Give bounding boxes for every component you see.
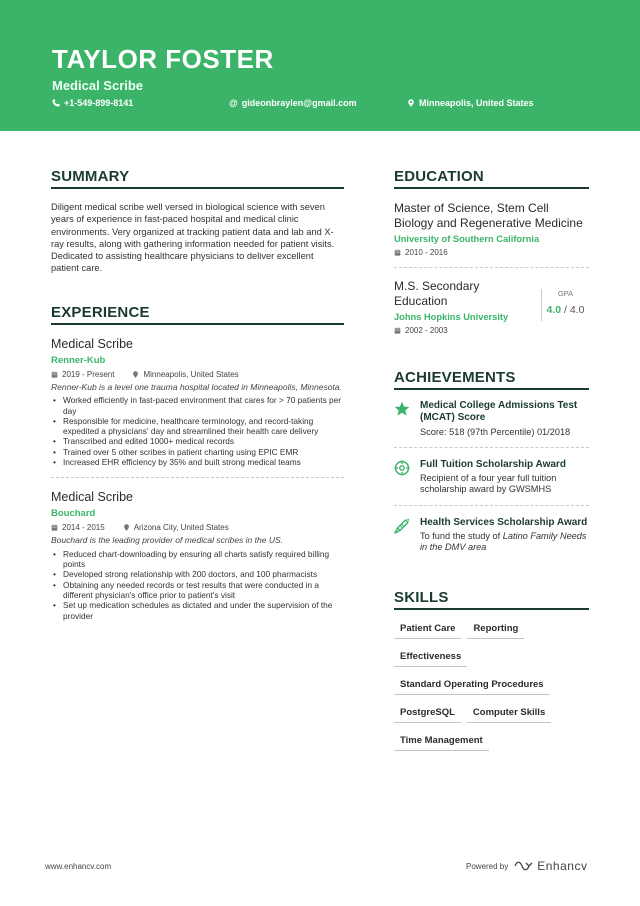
phone-icon bbox=[52, 99, 60, 107]
calendar-icon bbox=[51, 371, 58, 378]
edu-meta bbox=[394, 326, 589, 335]
achievement-item bbox=[394, 400, 589, 438]
candidate-name: TAYLOR FOSTER bbox=[52, 44, 274, 74]
brand-name: Enhancv bbox=[537, 859, 588, 873]
job-role: Medical Scribe bbox=[51, 336, 133, 351]
achievement-title: Full Tuition Scholarship Award bbox=[420, 458, 566, 470]
contact-phone[interactable] bbox=[52, 98, 133, 108]
achievement-description bbox=[420, 531, 589, 553]
achievement-description: Score: 518 (97th Percentile) 01/2018 bbox=[420, 426, 571, 437]
star-icon bbox=[394, 401, 410, 417]
job-bullet: • Developed strong relationship with 200 doctors, and 100 pharmacists bbox=[51, 569, 344, 579]
powered-by-text: Powered by bbox=[466, 861, 509, 871]
contact-email[interactable] bbox=[229, 98, 357, 108]
job-location: Minneapolis, United States bbox=[143, 369, 239, 379]
achievement-description-prefix: To fund the study of bbox=[420, 530, 503, 541]
job-meta bbox=[51, 370, 344, 379]
job-bullets bbox=[51, 395, 344, 467]
gpa-box bbox=[541, 289, 589, 321]
job-bullets bbox=[51, 549, 344, 621]
education-item bbox=[394, 279, 589, 335]
edu-school: Johns Hopkins University bbox=[394, 312, 509, 322]
edu-school: University of Southern California bbox=[394, 234, 540, 244]
divider bbox=[394, 505, 589, 506]
job-meta bbox=[51, 523, 344, 532]
job-description: Bouchard is the leading provider of medical scribes in the US. bbox=[51, 535, 283, 546]
brand-logo bbox=[514, 859, 587, 873]
right-column bbox=[394, 168, 589, 751]
location-pin-icon bbox=[123, 524, 130, 531]
job-bullet: • Obtaining any needed records or test results that were conducted in a different physician's office prior to patient's visit bbox=[51, 580, 344, 601]
experience-heading: EXPERIENCE bbox=[51, 304, 344, 325]
job-bullet: • Reduced chart-downloading by ensuring all charts satisfy required billing points bbox=[51, 549, 344, 570]
experience-item bbox=[51, 490, 344, 621]
edu-dates: 2010 - 2016 bbox=[405, 248, 448, 257]
target-icon bbox=[394, 460, 410, 476]
gpa-value bbox=[542, 304, 589, 316]
job-dates: 2019 - Present bbox=[62, 369, 115, 379]
divider bbox=[51, 477, 344, 478]
location-pin-icon bbox=[132, 371, 139, 378]
job-description: Renner-Kub is a level one trauma hospital located in Minneapolis, Minnesota. bbox=[51, 381, 342, 392]
edu-degree: Master of Science, Stem Cell Biology and Regenerative Medicine bbox=[394, 201, 583, 230]
summary-text: Diligent medical scribe well versed in biological science with seven years of experience in fast-paced hospital and medical clinic environments. Very organized at tracking patient data and lab and X-ray results, along with gathering information needed for patient visits. Dedicated to assisting healthcare physicians to deliver excellent patient care. bbox=[51, 202, 335, 274]
job-bullet: • Worked efficiently in fast-paced environment that cares for > 70 patients per day bbox=[51, 395, 344, 416]
achievement-item bbox=[394, 459, 589, 496]
education-heading: EDUCATION bbox=[394, 168, 589, 189]
edu-meta bbox=[394, 248, 589, 257]
skill-tag: Effectiveness bbox=[394, 648, 467, 667]
location-text: Minneapolis, United States bbox=[419, 98, 534, 108]
resume-header bbox=[0, 0, 640, 131]
achievement-description: Recipient of a four year full tuition scholarship award by GWSMHS bbox=[420, 473, 557, 495]
enhancv-logo-icon bbox=[514, 860, 534, 872]
footer-branding[interactable] bbox=[466, 859, 587, 873]
edu-dates: 2002 - 2003 bbox=[405, 326, 448, 335]
syringe-icon bbox=[394, 518, 410, 534]
divider bbox=[394, 447, 589, 448]
gpa-max: 4.0 bbox=[569, 304, 585, 316]
footer-website[interactable]: www.enhancv.com bbox=[45, 862, 112, 871]
email-text: gideonbraylen@gmail.com bbox=[241, 98, 357, 108]
skill-tag: Reporting bbox=[467, 620, 524, 639]
job-dates: 2014 - 2015 bbox=[62, 523, 105, 533]
gpa-score: 4.0 bbox=[546, 304, 562, 316]
job-location: Arizona City, United States bbox=[133, 523, 229, 533]
calendar-icon bbox=[394, 327, 401, 334]
job-role: Medical Scribe bbox=[51, 490, 133, 505]
job-company: Renner-Kub bbox=[51, 354, 106, 366]
skill-tag: Standard Operating Procedures bbox=[394, 676, 550, 695]
education-item bbox=[394, 201, 589, 268]
edu-degree: M.S. Secondary Education bbox=[394, 279, 480, 308]
achievement-item bbox=[394, 517, 589, 554]
skill-tag: Computer Skills bbox=[467, 704, 551, 723]
achievement-title: Medical College Admissions Test (MCAT) Score bbox=[420, 400, 578, 424]
achievements-heading: ACHIEVEMENTS bbox=[394, 369, 589, 390]
calendar-icon bbox=[51, 524, 58, 531]
gpa-label: GPA bbox=[557, 289, 574, 298]
calendar-icon bbox=[394, 249, 401, 256]
divider bbox=[394, 267, 589, 268]
job-bullet: • Responsible for medicine, healthcare terminology, and record-taking expedited a physicians' day and streamlined their health care delivery bbox=[51, 416, 344, 437]
job-company: Bouchard bbox=[51, 508, 96, 520]
skill-tag: Patient Care bbox=[394, 620, 461, 639]
skills-heading: SKILLS bbox=[394, 589, 589, 610]
at-icon: @ bbox=[229, 98, 238, 108]
skills-list bbox=[394, 620, 594, 751]
experience-item bbox=[51, 337, 344, 479]
candidate-title: Medical Scribe bbox=[52, 78, 144, 93]
skill-tag: Time Management bbox=[394, 732, 489, 751]
gpa-separator: / bbox=[564, 304, 567, 316]
contact-location bbox=[407, 98, 534, 108]
job-bullet: • Trained over 5 other scribes in patient charting using EPIC EMR bbox=[51, 447, 344, 457]
phone-text: +1-549-899-8141 bbox=[64, 98, 134, 108]
achievement-description-italic: Latino Family Needs in the DMV area bbox=[420, 530, 587, 552]
job-bullet: • Set up medication schedules as dictated and under the supervision of the provider bbox=[51, 600, 344, 621]
job-bullet: • Transcribed and edited 1000+ medical records bbox=[51, 436, 344, 446]
left-column bbox=[51, 168, 344, 621]
skill-tag: PostgreSQL bbox=[394, 704, 461, 723]
achievement-title: Health Services Scholarship Award bbox=[420, 516, 588, 528]
location-pin-icon bbox=[407, 99, 415, 107]
summary-heading: SUMMARY bbox=[51, 168, 344, 189]
job-bullet: • Increased EHR efficiency by 35% and built strong medical teams bbox=[51, 457, 344, 467]
